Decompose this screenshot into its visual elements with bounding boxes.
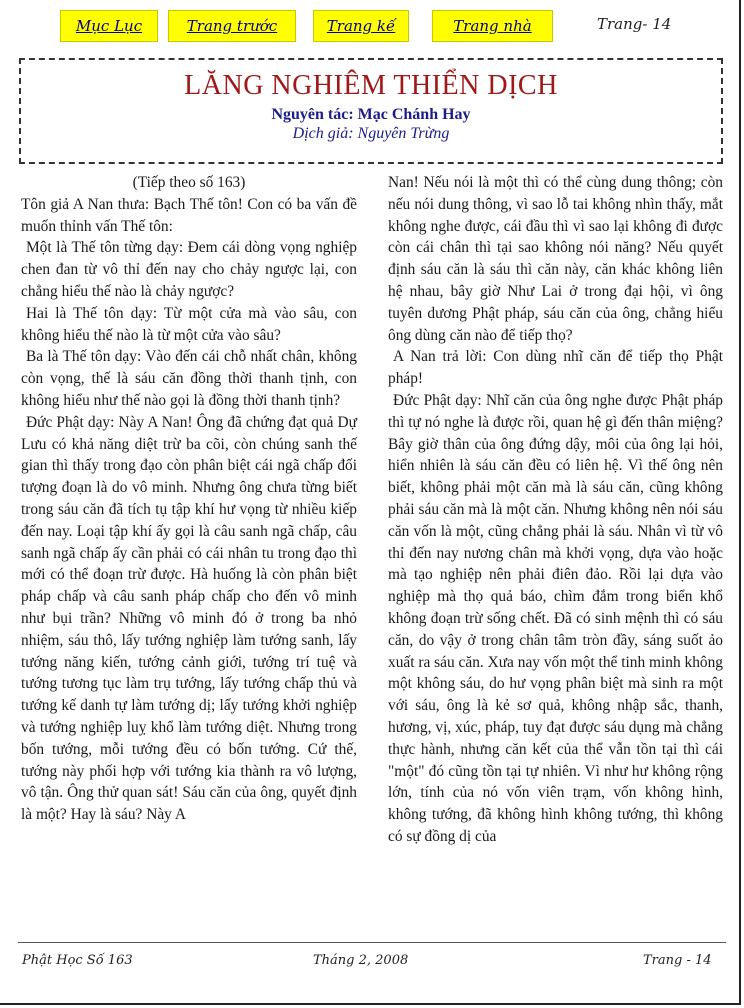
paragraph: Một là Thế tôn từng dạy: Đem cái dòng vọng nghiệp chen đan từ vô thỉ đến nay cho chảy ngược lại, con chẳng hiểu thế nào là chảy ngược? [21,239,357,300]
page-number-top: Trang- 14 [597,15,672,33]
article-title: LĂNG NGHIÊM THIỂN DỊCH [184,70,558,101]
footer-page-number: Trang - 14 [643,953,712,968]
toc-link[interactable]: Mục Lục [60,10,158,42]
paragraph: Hai là Thế tôn dạy: Từ một cửa mà vào sâu, con không hiểu thế nào là từ một cửa vào sâu? [21,304,357,344]
article-translator: Dịch giả: Nguyên Trừng [292,125,450,142]
paragraph: Đức Phật dạy: Nhĩ căn của ông nghe được Phật pháp thì tự nó nghe là được rồi, quan hệ gì đến thân miệng? Bây giờ thân của ông đứng dậy, môi của ông lại hỏi, hiển nhiên là sáu căn đều có liên hệ. Vì thế ông nên biết, không phải một căn mà là sáu căn, cũng không phải sáu căn mà là một căn. Nhưng không nên nói sáu căn vốn là một, cũng chẳng phải là sáu. Nhân vì từ vô thỉ đến nay nương chân mà khởi vọng, dựa vào hoặc mà tạo nghiệp nên phải điên đảo. Rồi lại dựa vào nghiệp mà thọ quả báo, chìm đắm trong biển khổ không đoạn trừ sống chết. Đã có sinh mệnh thì có sáu căn, do vậy ở trong chân tâm tròn đầy, sáng suốt ảo xuất ra sáu căn. Xưa nay vốn một thể tinh minh không một không sáu, do hư vọng phân biệt mà sinh ra một với sáu, ông là kẻ sơ quả, không nhập sắc, thanh, hương, vị, xúc, pháp, tuy đạt được sáu dụng mà chẳng thực hành, nhưng căn kết của thể vẫn tồn tại thì cái "một" đó cũng tồn tại tự nhiên. Vì như hư không rộng lớn, tính của nó vốn viên trạm, vốn không hình, không tướng, đã không hình không tướng, thì không có sự đồng dị của [388,391,723,845]
article-author: Nguyên tác: Mạc Chánh Hay [271,106,471,123]
article-header [19,58,723,164]
paragraph: Tôn giả A Nan thưa: Bạch Thế tôn! Con có ba vấn đề muốn thỉnh vấn Thế tôn: [21,195,357,235]
footer-issue: Phật Học Số 163 [22,953,133,968]
paragraph: A Nan trả lời: Con dùng nhĩ căn để tiếp thọ Phật pháp! [388,348,723,388]
footer-divider [18,942,726,943]
continuation-note: (Tiếp theo số 163) [132,174,246,191]
paragraph: Ba là Thế tôn dạy: Vào đến cái chỗ nhất chân, không còn vọng, thế là sáu căn đồng thời thanh tịnh, con không hiểu như thế nào gọi là đồng thời thanh tịnh? [21,348,357,409]
home-page-link[interactable]: Trang nhà [432,10,553,42]
paragraph: Đức Phật dạy: Này A Nan! Ông đã chứng đạt quả Dự Lưu có khả năng diệt trừ ba cõi, còn chúng sanh thế gian thì thấy trong đạo còn phân biệt cái ngã chấp đối tượng đoạn là do vô minh. Nhưng ông chưa từng biết trong sáu căn đã tích tụ tập khí hư vọng từ nhiều kiếp đến nay. Loại tập khí ấy gọi là câu sanh ngã chấp, câu sanh ngã chấp ấy cần phải có cái nhân tu trong đạo thì mới có thể đoạn trừ được. Hà huống là còn phân biệt pháp chấp và câu sanh pháp chấp cho đến vô minh như bụi trần? Những vô minh đó ở trong ba nhỏ nhiệm, sáu thô, lấy tướng nghiệp làm tướng sanh, lấy tướng năng kiến, tướng cảnh giới, tướng trí tuệ và tướng tương tục làm trụ tướng, lấy tướng chấp thủ và tướng kế danh tự làm tướng dị; lấy tướng khởi nghiệp và tướng nghiệp luỵ khổ làm tướng diệt. Nhưng trong bốn tướng, mỗi tướng đều có bốn tướng. Cứ thế, tướng này phối hợp với tướng kia thành ra vô lượng, vô tận. Ông thử quan sát! Sáu căn của ông, quyết định là một? Hay là sáu? Này A [21,413,357,824]
previous-page-link[interactable]: Trang trước [168,10,296,42]
right-text-column [388,172,723,848]
next-page-link[interactable]: Trang kế [313,10,409,42]
footer-date: Tháng 2, 2008 [313,953,409,968]
left-text-column [21,172,357,826]
paragraph: Nan! Nếu nói là một thì có thể cùng dung thông; còn nếu nói dung thông, vì sao lỗ tai không nhìn thấy, mắt không nghe được, cái đầu thì vì sao lại không đi được còn cái chân thì tại sao không nói năng? Nếu quyết định sáu căn là sáu thì căn này, căn khác không liên hệ nhau, bây giờ Như Lai ở trong đại hội, vì ông tuyên dương Phật pháp, sáu căn của ông, chẳng hiểu ông dùng căn nào để tiếp thọ? [388,174,723,344]
